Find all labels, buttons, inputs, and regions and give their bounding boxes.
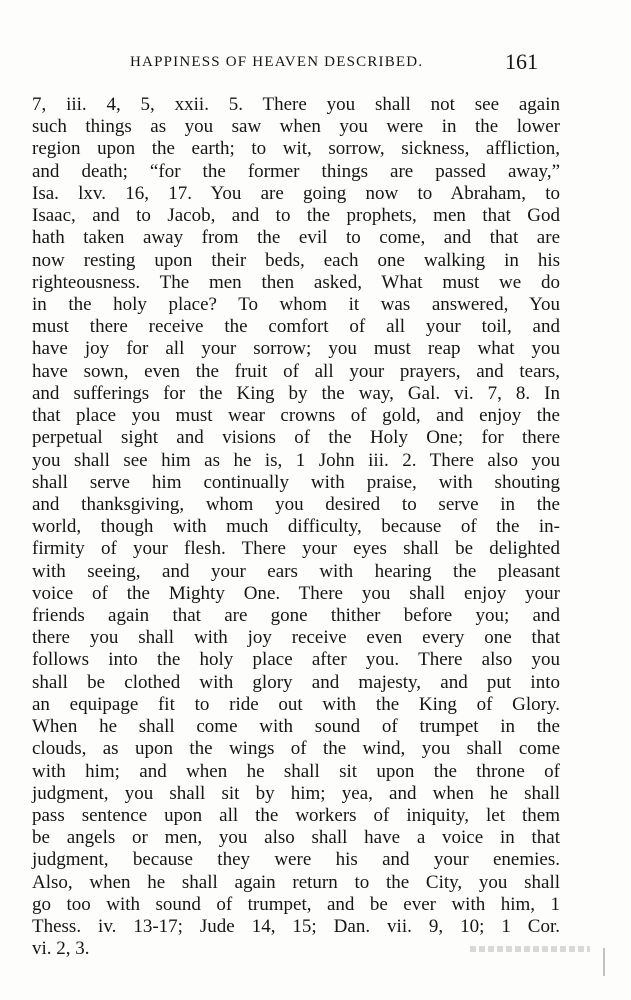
text-line: world, though with much difficulty, because of the in- [32, 516, 560, 538]
text-line: there you shall with joy receive even every one that [32, 627, 560, 649]
body-text [32, 94, 560, 961]
text-line: Isaac, and to Jacob, and to the prophets, men that God [32, 205, 560, 227]
running-head [0, 50, 631, 74]
text-line: When he shall come with sound of trumpet in the [32, 716, 560, 738]
text-line: now resting upon their beds, each one walking in his [32, 249, 560, 271]
text-line: Also, when he shall again return to the City, you shall [32, 871, 560, 893]
text-line: and thanksgiving, whom you desired to serve in the [32, 493, 560, 515]
text-line: an equipage fit to ride out with the King of Glory. [32, 693, 560, 715]
text-line: in the holy place? To whom it was answered, You [32, 293, 560, 315]
text-line: judgment, because they were his and your enemies. [32, 849, 560, 871]
text-line: vi. 2, 3. [32, 938, 90, 960]
text-line: 7, iii. 4, 5, xxii. 5. There you shall not see again [32, 94, 560, 115]
text-line: firmity of your flesh. There your eyes shall be delighted [32, 538, 560, 560]
text-line: you shall see him as he is, 1 John iii. 2. There also you [32, 449, 560, 471]
text-line: Thess. iv. 13-17; Jude 14, 15; Dan. vii. 9, 10; 1 Cor. [32, 916, 560, 938]
text-line: such things as you saw when you were in the lower [32, 116, 560, 138]
text-line: friends again that are gone thither before you; and [32, 605, 560, 627]
text-line: follows into the holy place after you. There also you [32, 649, 560, 671]
text-line: perpetual sight and visions of the Holy One; for there [32, 427, 560, 449]
text-line: judgment, you shall sit by him; yea, and when he shall [32, 782, 560, 804]
text-line: with him; and when he shall sit upon the throne of [32, 760, 560, 782]
text-line: and sufferings for the King by the way, Gal. vi. 7, 8. In [32, 382, 560, 404]
text-line: be angels or men, you also shall have a voice in that [32, 827, 560, 849]
text-line: have sown, even the fruit of all your prayers, and tears, [32, 360, 560, 382]
text-line: shall be clothed with glory and majesty, and put into [32, 671, 560, 693]
text-line: must there receive the comfort of all your toil, and [32, 316, 560, 338]
text-line: voice of the Mighty One. There you shall enjoy your [32, 582, 560, 604]
text-line: region upon the earth; to wit, sorrow, sickness, affliction, [32, 138, 560, 160]
text-line: shall serve him continually with praise, with shouting [32, 471, 560, 493]
text-line: have joy for all your sorrow; you must reap what you [32, 338, 560, 360]
running-title: HAPPINESS OF HEAVEN DESCRIBED. [130, 54, 424, 70]
text-line: go too with sound of trumpet, and be ever with him, 1 [32, 893, 560, 915]
text-line: that place you must wear crowns of gold, and enjoy the [32, 405, 560, 427]
text-line: hath taken away from the evil to come, and that are [32, 227, 560, 249]
text-line: righteousness. The men then asked, What must we do [32, 271, 560, 293]
text-line: Isa. lxv. 16, 17. You are going now to Abraham, to [32, 182, 560, 204]
page-number: 161 [505, 49, 538, 74]
text-line: and death; “for the former things are passed away,” [32, 160, 560, 182]
text-line: clouds, as upon the wings of the wind, you shall come [32, 738, 560, 760]
show-through-text [470, 946, 590, 952]
text-line: with seeing, and your ears with hearing the pleasant [32, 560, 560, 582]
text-line: pass sentence upon all the workers of iniquity, let them [32, 805, 560, 826]
page-edge-mark [603, 948, 605, 976]
